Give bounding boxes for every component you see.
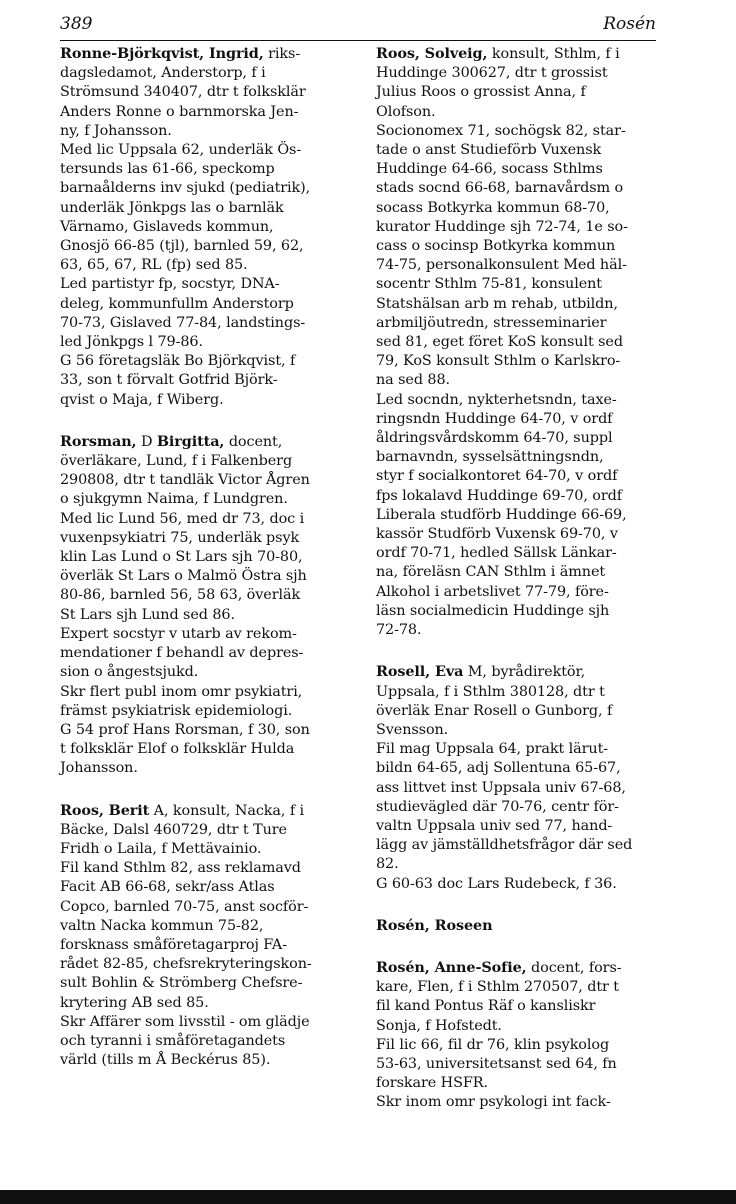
entry-text: värld (tills m Å Beckérus 85). — [60, 1052, 271, 1069]
text-line — [376, 83, 672, 102]
entry-text: docent, fors- — [526, 959, 622, 976]
entry-text: led Jönkpgs l 79-86. — [60, 334, 203, 351]
entry-text: na sed 88. — [376, 372, 450, 389]
biography-entry — [60, 44, 356, 410]
text-line — [60, 740, 356, 759]
text-line — [60, 898, 356, 917]
entry-text: Fil kand Sthlm 82, ass reklamavd — [60, 860, 301, 877]
biography-entry — [376, 958, 672, 1113]
entry-text: stads socnd 66-68, barnavårdsm o — [376, 180, 624, 197]
entry-name: Rosén, Roseen — [376, 916, 493, 934]
entry-text: docent, — [224, 433, 283, 450]
entry-text: Led partistyr fp, socstyr, DNA- — [60, 276, 280, 293]
entry-text: sed 81, eget föret KoS konsult sed — [376, 334, 623, 351]
text-line — [376, 817, 672, 836]
entry-name: Ronne-Björkqvist, Ingrid, — [60, 45, 264, 62]
text-line — [376, 448, 672, 467]
text-line — [60, 314, 356, 333]
entry-text: socass Botkyrka kommun 68-70, — [376, 199, 610, 216]
text-line — [376, 702, 672, 721]
text-line — [60, 295, 356, 314]
entry-text: arbmiljöutredn, stresseminarier — [376, 314, 607, 331]
text-line — [60, 644, 356, 663]
entry-text: barnaålderns inv sjukd (pediatrik), — [60, 180, 311, 197]
entry-name: Roos, Solveig, — [376, 45, 488, 62]
entry-text: riks- — [263, 46, 301, 62]
text-line — [60, 567, 356, 586]
entry-name: Rorsman, — [60, 432, 137, 450]
text-line — [60, 801, 356, 821]
text-line — [376, 916, 672, 936]
text-line — [376, 314, 672, 333]
text-line — [376, 199, 672, 218]
text-line — [60, 955, 356, 974]
entry-text: Expert socstyr v utarb av rekom- — [60, 625, 297, 642]
text-line — [60, 586, 356, 605]
text-line — [376, 978, 672, 997]
entry-name: Birgitta, — [156, 432, 225, 450]
text-line — [376, 103, 672, 122]
text-line — [376, 779, 672, 798]
entry-text: G 54 prof Hans Rorsman, f 30, son — [60, 721, 310, 738]
entry-text: A, konsult, Nacka, f i — [149, 802, 305, 819]
text-line — [376, 583, 672, 602]
entry-text: Gnosjö 66-85 (tjl), barnled 59, 62, — [60, 238, 304, 255]
entry-text: Huddinge 300627, dtr t grossist — [376, 65, 608, 82]
entry-text: deleg, kommunfullm Anderstorp — [60, 295, 294, 312]
text-line — [60, 391, 356, 410]
text-line — [60, 1051, 356, 1070]
text-line — [60, 64, 356, 83]
entry-text: överläkare, Lund, f i Falkenberg — [60, 453, 293, 470]
text-line — [60, 1032, 356, 1051]
entry-text: rådet 82-85, chefsrekryteringskon- — [60, 956, 312, 973]
entry-text: G 56 företagsläk Bo Björkqvist, f — [60, 353, 296, 370]
entry-text: 53-63, universitetsanst sed 64, fn — [376, 1055, 617, 1072]
text-line — [376, 1017, 672, 1036]
entry-text: Anders Ronne o barnmorska Jen- — [60, 103, 299, 120]
text-line — [60, 859, 356, 878]
entry-text: Liberala studförb Huddinge 66-69, — [376, 506, 627, 523]
entry-text: 33, son t förvalt Gotfrid Björk- — [60, 372, 278, 389]
entry-text: dagsledamot, Anderstorp, f i — [60, 65, 266, 82]
entry-text: M, byrådirektör, — [463, 664, 586, 681]
entry-text: överläk Enar Rosell o Gunborg, f — [376, 702, 613, 719]
entry-text: åldringsvårdskomm 64-70, suppl — [376, 430, 613, 447]
text-line — [60, 683, 356, 702]
text-line — [60, 160, 356, 179]
text-line — [60, 663, 356, 682]
text-line — [60, 83, 356, 102]
text-line — [376, 44, 672, 64]
text-line — [60, 218, 356, 237]
text-line — [376, 740, 672, 759]
text-line — [60, 179, 356, 198]
entry-text: qvist o Maja, f Wiberg. — [60, 391, 224, 408]
entry-text: Olofson. — [376, 103, 436, 120]
entry-text: Skr flert publ inom omr psykiatri, — [60, 683, 303, 700]
entry-text: 80-86, barnled 56, 58 63, överläk — [60, 587, 301, 604]
text-line — [60, 510, 356, 529]
entry-text: 290808, dtr t tandläk Victor Ågren — [60, 472, 310, 489]
text-line — [376, 429, 672, 448]
entry-text: 82. — [376, 856, 399, 873]
text-line — [60, 103, 356, 122]
text-line — [376, 218, 672, 237]
entry-text: läsn socialmedicin Huddinge sjh — [376, 602, 610, 619]
text-line — [60, 432, 356, 452]
text-line — [60, 44, 356, 64]
entry-text: Copco, barnled 70-75, anst socför- — [60, 898, 309, 915]
text-line — [60, 994, 356, 1013]
text-line — [376, 487, 672, 506]
entry-text: Huddinge 64-66, socass Sthlms — [376, 161, 603, 178]
entry-text: tersunds las 61-66, speckomp — [60, 161, 275, 178]
text-line — [376, 371, 672, 390]
biography-entry — [60, 801, 356, 1071]
text-line — [60, 452, 356, 471]
text-line — [376, 544, 672, 563]
entry-text: Med lic Lund 56, med dr 73, doc i — [60, 510, 305, 527]
text-line — [376, 160, 672, 179]
entry-text: Statshälsan arb m rehab, utbildn, — [376, 295, 618, 312]
entry-text: fil kand Pontus Räf o kansliskr — [376, 998, 596, 1015]
page-header — [60, 14, 656, 41]
entry-text: ass littvet inst Uppsala univ 67-68, — [376, 779, 626, 796]
text-line — [60, 256, 356, 275]
entry-text: t folksklär Elof o folksklär Hulda — [60, 741, 295, 758]
text-line — [60, 548, 356, 567]
text-line — [60, 917, 356, 936]
entry-text: lägg av jämställdhetsfrågor där sed — [376, 837, 633, 854]
entry-text: valtn Nacka kommun 75-82, — [60, 917, 264, 934]
text-line — [376, 683, 672, 702]
text-line — [376, 1055, 672, 1074]
biography-entry — [376, 44, 672, 640]
text-line — [376, 410, 672, 429]
text-line — [376, 141, 672, 160]
entry-text: na, föreläsn CAN Sthlm i ämnet — [376, 564, 606, 581]
entry-name: Rosell, Eva — [376, 663, 464, 681]
text-line — [60, 625, 356, 644]
entry-text: vuxenpsykiatri 75, underläk psyk — [60, 529, 300, 546]
text-line — [60, 275, 356, 294]
text-line — [376, 721, 672, 740]
text-line — [60, 721, 356, 740]
entry-text: Socionomex 71, sochögsk 82, star- — [376, 122, 626, 139]
entry-text: Värnamo, Gislaveds kommun, — [60, 218, 274, 235]
text-line — [376, 563, 672, 582]
entry-text: valtn Uppsala univ sed 77, hand- — [376, 817, 613, 834]
text-line — [60, 974, 356, 993]
text-line — [376, 467, 672, 486]
text-line — [376, 958, 672, 978]
text-line — [376, 662, 672, 682]
entry-text: o sjukgymn Naima, f Lundgren. — [60, 491, 288, 508]
entry-text: överläk St Lars o Malmö Östra sjh — [60, 568, 307, 585]
text-line — [60, 702, 356, 721]
entry-text: kassör Studförb Vuxensk 69-70, v — [376, 526, 618, 543]
entry-text: och tyranni i småföretagandets — [60, 1032, 286, 1049]
entry-text: forsknass småföretagarproj FA- — [60, 936, 287, 953]
entry-text: underläk Jönkpgs las o barnläk — [60, 199, 284, 216]
entry-text: Skr Affärer som livsstil - om glädje — [60, 1013, 310, 1030]
entry-text: socentr Sthlm 75-81, konsulent — [376, 276, 602, 293]
entry-text: forskare HSFR. — [376, 1075, 488, 1092]
biography-entry — [376, 662, 672, 893]
entry-text: Svensson. — [376, 721, 449, 738]
text-line — [60, 122, 356, 141]
text-line — [376, 525, 672, 544]
entry-text: D — [136, 433, 157, 450]
entry-text: sion o ångestsjukd. — [60, 664, 199, 681]
text-line — [60, 821, 356, 840]
text-line — [60, 237, 356, 256]
entry-text: kurator Huddinge sjh 72-74, 1e so- — [376, 218, 628, 235]
text-line — [376, 1036, 672, 1055]
text-line — [376, 602, 672, 621]
text-line — [376, 256, 672, 275]
text-line — [60, 199, 356, 218]
text-line — [376, 64, 672, 83]
text-line — [60, 471, 356, 490]
biography-entry — [376, 916, 672, 936]
entry-text: Led socndn, nykterhetsndn, taxe- — [376, 391, 617, 408]
entry-name: Rosén, Anne-Sofie, — [376, 958, 527, 976]
entry-text: bildn 64-65, adj Sollentuna 65-67, — [376, 760, 621, 777]
entry-text: Fil lic 66, fil dr 76, klin psykolog — [376, 1036, 610, 1053]
entry-text: Fridh o Laila, f Mettävainio. — [60, 840, 262, 857]
entry-text: barnavndn, sysselsättningsndn, — [376, 449, 604, 466]
entry-text: 63, 65, 67, RL (fp) sed 85. — [60, 257, 248, 274]
text-line — [60, 878, 356, 897]
entry-text: fps lokalavd Huddinge 69-70, ordf — [376, 487, 622, 504]
left-column — [60, 44, 356, 1092]
entry-text: konsult, Sthlm, f i — [487, 46, 620, 62]
entry-text: tade o anst Studieförb Vuxensk — [376, 142, 602, 159]
text-line — [376, 275, 672, 294]
entry-text: mendationer f behandl av depres- — [60, 645, 304, 662]
entry-text: G 60-63 doc Lars Rudebeck, f 36. — [376, 875, 617, 892]
text-line — [60, 529, 356, 548]
text-line — [376, 798, 672, 817]
entry-text: studievägled där 70-76, centr för- — [376, 798, 619, 815]
text-line — [60, 490, 356, 509]
entry-text: 79, KoS konsult Sthlm o Karlskro- — [376, 353, 621, 370]
text-line — [60, 606, 356, 625]
text-line — [376, 352, 672, 371]
text-line — [376, 1093, 672, 1112]
text-line — [60, 371, 356, 390]
text-line — [376, 122, 672, 141]
entry-text: Johansson. — [60, 760, 138, 777]
scan-edge-bar — [0, 1190, 736, 1204]
page-number: 389 — [60, 14, 93, 34]
entry-text: kare, Flen, f i Sthlm 270507, dtr t — [376, 979, 619, 996]
entry-text: klin Las Lund o St Lars sjh 70-80, — [60, 549, 303, 566]
right-column — [376, 44, 672, 1135]
text-line — [60, 840, 356, 859]
text-line — [60, 759, 356, 778]
entry-text: Strömsund 340407, dtr t folksklär — [60, 84, 306, 101]
running-head: Rosén — [603, 14, 656, 34]
entry-text: Sonja, f Hofstedt. — [376, 1017, 502, 1034]
text-line — [376, 855, 672, 874]
text-line — [60, 352, 356, 371]
text-line — [376, 759, 672, 778]
entry-text: Julius Roos o grossist Anna, f — [376, 84, 586, 101]
entry-text: Uppsala, f i Sthlm 380128, dtr t — [376, 683, 605, 700]
entry-text: främst psykiatrisk epidemiologi. — [60, 702, 293, 719]
text-line — [376, 875, 672, 894]
entry-text: styr f socialkontoret 64-70, v ordf — [376, 468, 618, 485]
text-line — [376, 1074, 672, 1093]
text-line — [376, 506, 672, 525]
text-line — [60, 1013, 356, 1032]
entry-text: Bäcke, Dalsl 460729, dtr t Ture — [60, 821, 287, 838]
text-line — [60, 141, 356, 160]
entry-text: Facit AB 66-68, sekr/ass Atlas — [60, 879, 275, 896]
entry-text: St Lars sjh Lund sed 86. — [60, 606, 235, 623]
entry-text: 72-78. — [376, 622, 422, 639]
text-line — [60, 333, 356, 352]
entry-text: ny, f Johansson. — [60, 122, 172, 139]
text-line — [376, 237, 672, 256]
biography-entry — [60, 432, 356, 779]
entry-text: krytering AB sed 85. — [60, 994, 209, 1011]
entry-text: Skr inom omr psykologi int fack- — [376, 1094, 611, 1111]
text-line — [376, 295, 672, 314]
text-line — [376, 333, 672, 352]
entry-name: Roos, Berit — [60, 801, 150, 819]
entry-text: Med lic Uppsala 62, underläk Ös- — [60, 142, 302, 159]
entry-text: Alkohol i arbetslivet 77-79, före- — [376, 583, 609, 600]
text-line — [376, 391, 672, 410]
text-line — [376, 836, 672, 855]
text-line — [60, 936, 356, 955]
text-line — [376, 997, 672, 1016]
entry-text: sult Bohlin & Strömberg Chefsre- — [60, 975, 303, 992]
entry-text: ringsndn Huddinge 64-70, v ordf — [376, 410, 613, 427]
entry-text: ordf 70-71, hedled Sällsk Länkar- — [376, 545, 617, 562]
entry-text: 74-75, personalkonsulent Med häl- — [376, 257, 627, 274]
entry-text: cass o socinsp Botkyrka kommun — [376, 238, 616, 255]
entry-text: 70-73, Gislaved 77-84, landstings- — [60, 314, 306, 331]
text-line — [376, 621, 672, 640]
text-line — [376, 179, 672, 198]
entry-text: Fil mag Uppsala 64, prakt lärut- — [376, 741, 609, 758]
